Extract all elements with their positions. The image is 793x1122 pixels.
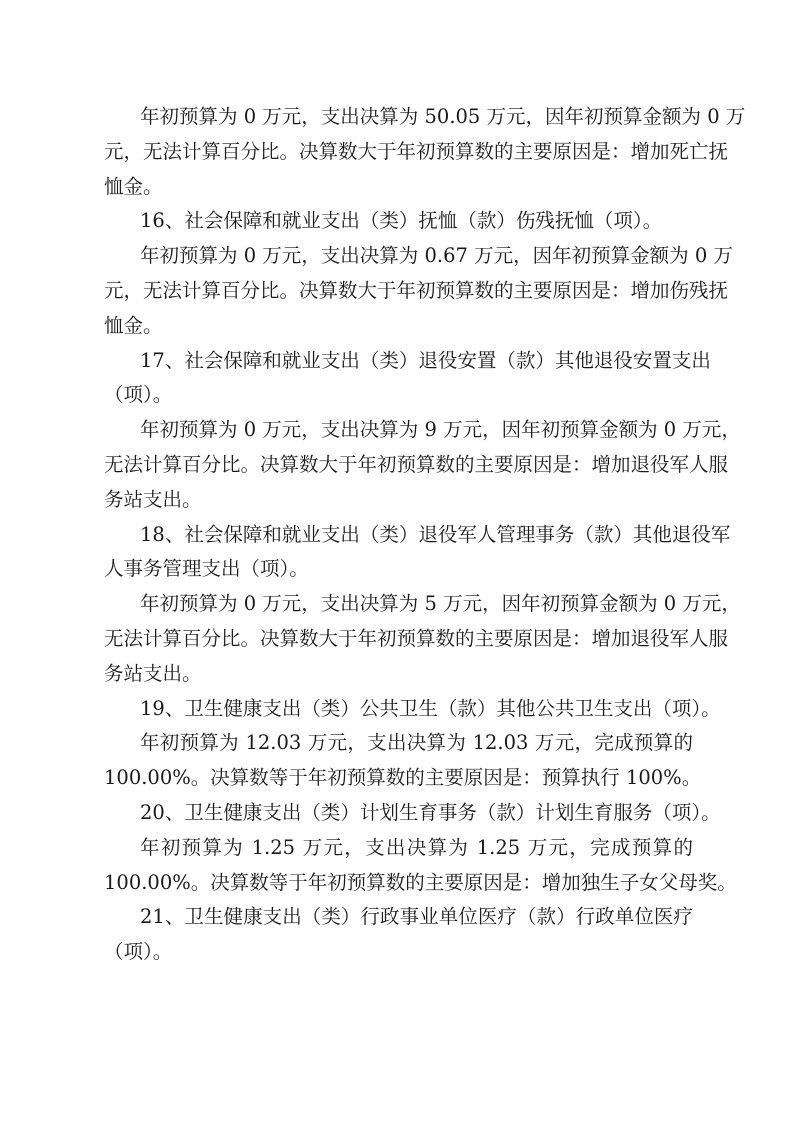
- text-line: 年初预算为 12.03 万元，支出决算为 12.03 万元，完成预算的: [140, 731, 693, 755]
- text-line: 年初预算为 0 万元，支出决算为 9 万元，因年初预算金额为 0 万元，: [140, 418, 741, 442]
- body-paragraph: [104, 100, 746, 204]
- section-heading: [104, 692, 721, 727]
- body-paragraph: [104, 239, 733, 343]
- text-line: 16、社会保障和就业支出（类）抚恤（款）伤残抚恤（项）。: [140, 209, 663, 233]
- text-line: 人事务管理支出（项）。: [104, 557, 309, 581]
- section-heading: [104, 518, 731, 588]
- text-line: 21、卫生健康支出（类）行政事业单位医疗（款）行政单位医疗: [140, 905, 693, 929]
- text-line: （项）。: [104, 383, 173, 407]
- text-line: 20、卫生健康支出（类）计划生育事务（款）计划生育服务（项）。: [140, 800, 721, 824]
- text-line: 年初预算为 0 万元，支出决算为 50.05 万元，因年初预算金额为 0 万: [140, 105, 746, 128]
- text-line: 100.00%。决算数等于年初预算数的主要原因是：增加独生子女父母奖。: [104, 870, 737, 894]
- text-line: 恤金。: [104, 174, 163, 198]
- body-paragraph: [104, 413, 741, 517]
- text-line: 18、社会保障和就业支出（类）退役军人管理事务（款）其他退役军: [140, 522, 731, 546]
- text-line: 无法计算百分比。决算数大于年初预算数的主要原因是：增加退役军人服: [104, 626, 729, 650]
- body-paragraph: [104, 587, 741, 691]
- text-line: 年初预算为 1.25 万元，支出决算为 1.25 万元，完成预算的: [140, 835, 693, 859]
- section-heading: [104, 900, 693, 970]
- body-paragraph: [104, 726, 702, 796]
- text-line: 年初预算为 0 万元，支出决算为 5 万元，因年初预算金额为 0 万元，: [140, 592, 741, 616]
- document-body: [104, 100, 746, 970]
- section-heading: [104, 204, 693, 239]
- section-heading: [104, 796, 721, 831]
- text-line: 年初预算为 0 万元，支出决算为 0.67 万元，因年初预算金额为 0 万: [140, 244, 733, 268]
- text-line: 19、卫生健康支出（类）公共卫生（款）其他公共卫生支出（项）。: [140, 696, 721, 720]
- text-line: 务站支出。: [104, 487, 202, 511]
- text-line: 17、社会保障和就业支出（类）退役安置（款）其他退役安置支出: [140, 348, 711, 372]
- text-line: 元，无法计算百分比。决算数大于年初预算数的主要原因是：增加伤残抚: [104, 278, 729, 302]
- text-line: 元，无法计算百分比。决算数大于年初预算数的主要原因是：增加死亡抚: [104, 139, 729, 163]
- text-line: 100.00%。决算数等于年初预算数的主要原因是：预算执行 100%。: [104, 766, 702, 790]
- text-line: 务站支出。: [104, 661, 202, 685]
- body-paragraph: [104, 831, 737, 901]
- text-line: （项）。: [104, 940, 173, 964]
- text-line: 恤金。: [104, 313, 163, 337]
- section-heading: [104, 344, 711, 414]
- text-line: 无法计算百分比。决算数大于年初预算数的主要原因是：增加退役军人服: [104, 452, 729, 476]
